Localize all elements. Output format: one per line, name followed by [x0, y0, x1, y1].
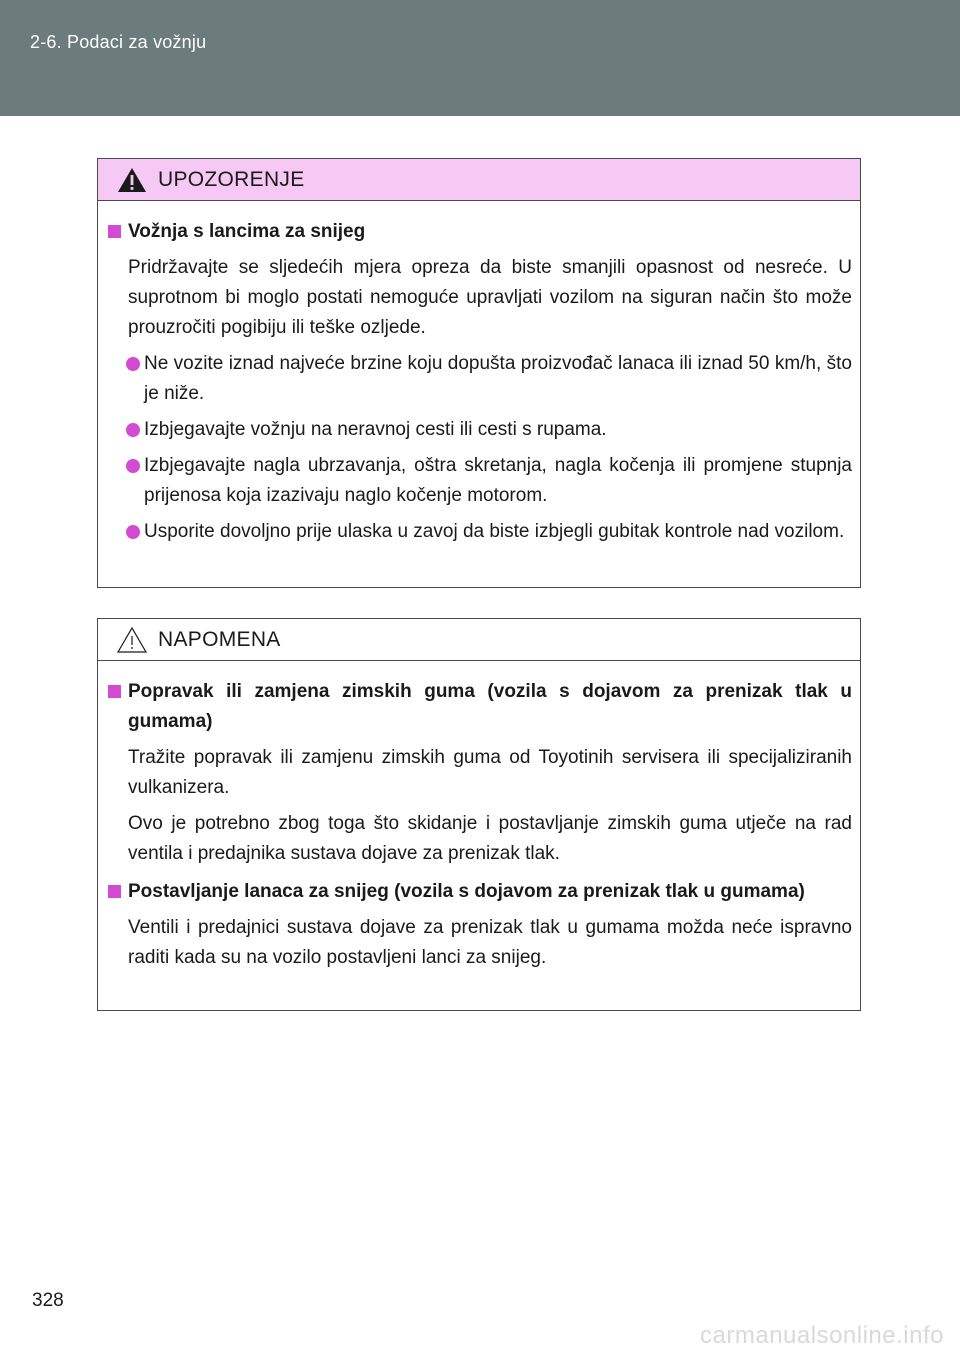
note-box-body — [98, 661, 860, 973]
square-bullet-icon — [108, 225, 121, 238]
note-paragraph: Ovo je potrebno zbog toga što skidanje i postavljanje zimskih guma utječe na rad ventila i predajnika sustava dojave za prenizak tlak. — [128, 813, 852, 864]
section-title: Popravak ili zamjena zimskih guma (vozila s dojavom za prenizak tlak u gumama) — [106, 677, 852, 737]
round-bullet-icon — [126, 357, 140, 371]
chapter-title: 2-6. Podaci za vožnju — [30, 32, 207, 52]
bullet-item: Izbjegavajte vožnju na neravnoj cesti ili cesti s rupama. — [106, 415, 852, 445]
section-title: Postavljanje lanaca za snijeg (vozila s dojavom za prenizak tlak u gumama) — [106, 877, 852, 907]
note-box-title: NAPOMENA — [158, 627, 281, 651]
note-paragraph: Ventili i predajnici sustava dojave za prenizak tlak u gumama možda neće ispravno raditi kada su na vozilo postavljeni lanci za snijeg. — [128, 917, 852, 968]
note-box — [97, 618, 861, 1011]
note-paragraph: Tražite popravak ili zamjenu zimskih guma od Toyotinih servisera ili specijaliziranih vulkanizera. — [128, 747, 852, 798]
warning-box-header — [98, 159, 860, 201]
bullet-item: Izbjegavajte nagla ubrzavanja, oštra skretanja, nagla kočenja ili promjene stupnja prijenosa koja izazivaju naglo kočenje motorom. — [106, 451, 852, 511]
section-title: Vožnja s lancima za snijeg — [106, 217, 852, 247]
square-bullet-icon — [108, 685, 121, 698]
watermark: carmanualsonline.info — [700, 1322, 944, 1349]
caution-triangle-icon — [116, 626, 148, 654]
note-box-header — [98, 619, 860, 661]
warning-box-body — [98, 201, 860, 547]
bullet-item: Usporite dovoljno prije ulaska u zavoj da biste izbjegli gubitak kontrole nad vozilom. — [106, 517, 852, 547]
warning-intro: Pridržavajte se sljedećih mjera opreza da biste smanjili opasnost od nesreće. U suprotnom bi moglo postati nemoguće upravljati vozilom na siguran način što može prouzročiti pogibiju ili teške ozljede. — [128, 257, 852, 338]
warning-box-title: UPOZORENJE — [158, 167, 305, 191]
round-bullet-icon — [126, 459, 140, 473]
round-bullet-icon — [126, 525, 140, 539]
square-bullet-icon — [108, 885, 121, 898]
round-bullet-icon — [126, 423, 140, 437]
page-number: 328 — [32, 1290, 64, 1311]
bullet-item: Ne vozite iznad najveće brzine koju dopušta proizvođač lanaca ili iznad 50 km/h, što je niže. — [106, 349, 852, 409]
warning-triangle-icon — [116, 166, 148, 194]
page-header — [0, 0, 960, 116]
warning-box — [97, 158, 861, 588]
